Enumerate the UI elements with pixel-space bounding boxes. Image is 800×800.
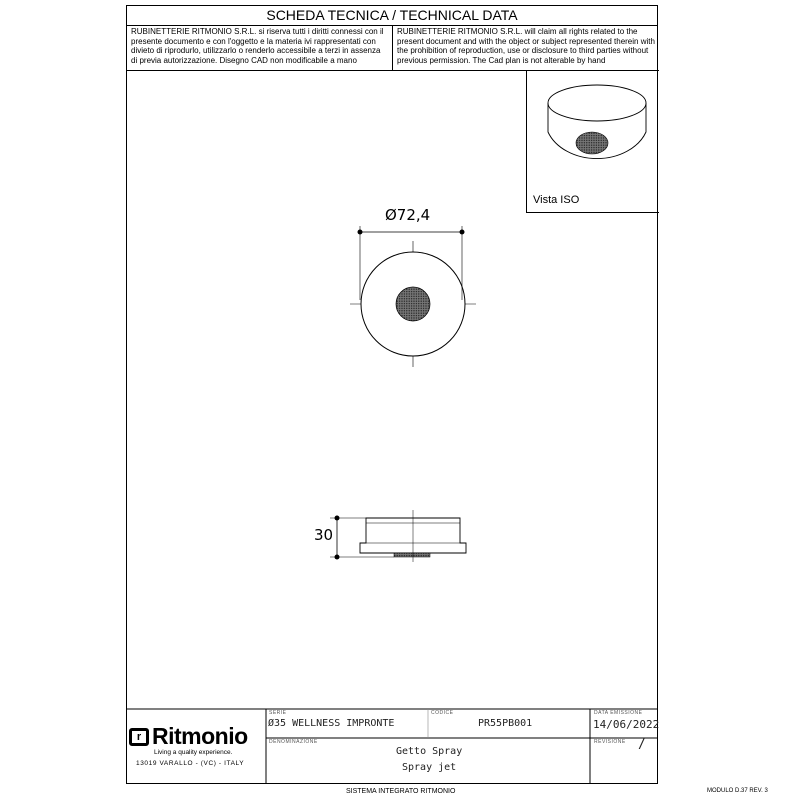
height-dimension: 30 [314, 526, 334, 544]
logo-tagline: Living a quality experience. [154, 749, 233, 756]
logo-address: 13019 VARALLO - (VC) - ITALY [136, 760, 245, 767]
logo-name: Ritmonio [152, 723, 248, 749]
footer-module: MODULO D.37 REV. 3 [707, 788, 768, 794]
title-block [126, 709, 658, 784]
diameter-dimension: Ø72,4 [385, 206, 431, 224]
copyright-notice-it: RUBINETTERIE RITMONIO S.R.L. si riserva tutti i diritti connessi con il presente documento e con l'oggetto e la materia ivi rappresentati con divieto di riprodurlo, utilizzarlo o renderlo accessibile a terzi in assenza di previa autorizzazione. Disegno CAD non modificabile a mano [127, 25, 393, 71]
denominazione-caption: DENOMINAZIONE [269, 739, 318, 745]
iso-view-drawing [548, 85, 646, 159]
codice-value: PR55PB001 [478, 718, 533, 729]
revisione-value: / [638, 737, 646, 752]
codice-caption: CODICE [431, 710, 454, 716]
data-value: 14/06/2022 [593, 718, 660, 731]
ritmonio-logo [126, 709, 266, 784]
denominazione-it: Getto Spray [396, 746, 463, 757]
serie-caption: SERIE [269, 710, 287, 716]
data-caption: DATA EMISSIONE [594, 710, 643, 716]
revisione-caption: REVISIONE [594, 739, 626, 745]
side-view-drawing [330, 510, 466, 562]
iso-view-label: Vista ISO [533, 194, 580, 206]
serie-value: Ø35 WELLNESS IMPRONTE [268, 718, 395, 729]
top-view-drawing [350, 226, 476, 367]
denominazione-en: Spray jet [402, 762, 457, 773]
ritmonio-logo-icon: r [129, 728, 149, 746]
sheet-title: SCHEDA TECNICA / TECHNICAL DATA [127, 6, 657, 26]
footer-system: SISTEMA INTEGRATO RITMONIO [346, 788, 456, 795]
copyright-notice-en: RUBINETTERIE RITMONIO S.R.L. will claim all rights related to the present document and with the object or subject represented therein with the prohibition of reproduction, use or disclosure to third parties without previous permission. The Cad plan is not alterable by hand [393, 25, 659, 71]
